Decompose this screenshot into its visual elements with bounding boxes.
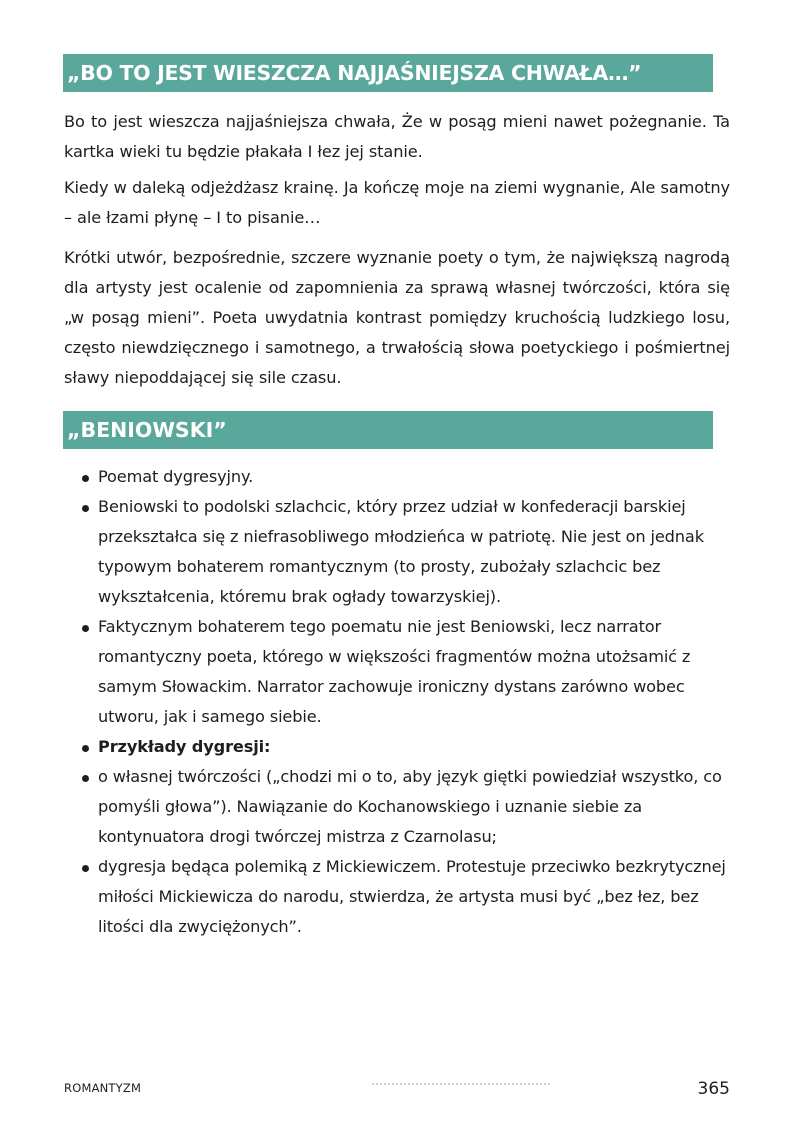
list-item: Faktycznym bohaterem tego poematu nie jest Beniowski, lecz narrator romantyczny poeta, którego w większości fragmentów można utożsamić z samym Słowackim. Narrator zachowuje ironiczny dystans zarówno wobec utworu, jak i samego siebie.: [80, 612, 740, 732]
poem-stanza-1: Bo to jest wieszcza najjaśniejsza chwała, Że w posąg mieni nawet pożegnanie. Ta kartka wieki tu będzie płakała I łez jej stanie.: [64, 112, 730, 161]
list-item: Beniowski to podolski szlachcic, który przez udział w konfederacji barskiej przekształca się z niefrasobliwego młodzieńca w patriotę. Nie jest on jednak typowym bohaterem romantycznym (to prosty, zubożały szlachcic bez wykształcenia, któremu brak ogłady towarzyskiej).: [80, 492, 740, 612]
list-item: dygresja będąca polemiką z Mickiewiczem. Protestuje przeciwko bezkrytycznej miłości Mickiewicza do narodu, stwierdza, że artysta musi być „bez łez, bez litości dla zwyciężonych”.: [80, 852, 740, 942]
list-item: Poemat dygresyjny.: [80, 462, 740, 492]
section-title-beniowski: „BENIOWSKI”: [63, 411, 713, 449]
list-item: o własnej twórczości („chodzi mi o to, aby język giętki powiedział wszystko, co pomyśli głowa”). Nawiązanie do Kochanowskiego i uznanie siebie za kontynuatora drogi twórczej mistrza z Czarnolasu;: [80, 762, 740, 852]
footer-dotted-divider: [372, 1083, 550, 1087]
footer-chapter-label: ROMANTYZM: [64, 1081, 142, 1095]
page-number: 365: [697, 1079, 730, 1099]
analysis-paragraph: Krótki utwór, bezpośrednie, szczere wyznanie poety o tym, że największą nagrodą dla artysty jest ocalenie od zapomnienia za sprawą własnej twórczości, która się „w posąg mieni”. Poeta uwydatnia kontrast pomiędzy kruchością ludzkiego losu, często niewdzięcznego i samotnego, a trwałością słowa poetyckiego i pośmiertnej sławy niepoddającej się sile czasu.: [64, 248, 730, 387]
section-title-wieszcza: „BO TO JEST WIESZCZA NAJJAŚNIEJSZA CHWAŁA…”: [63, 54, 713, 92]
poem-stanza-2: Kiedy w daleką odjeżdżasz krainę. Ja kończę moje na ziemi wygnanie, Ale samotny – ale łzami płynę – I to pisanie…: [64, 178, 730, 227]
list-item-heading: Przykłady dygresji:: [80, 732, 740, 762]
beniowski-bullet-list: [80, 462, 740, 942]
